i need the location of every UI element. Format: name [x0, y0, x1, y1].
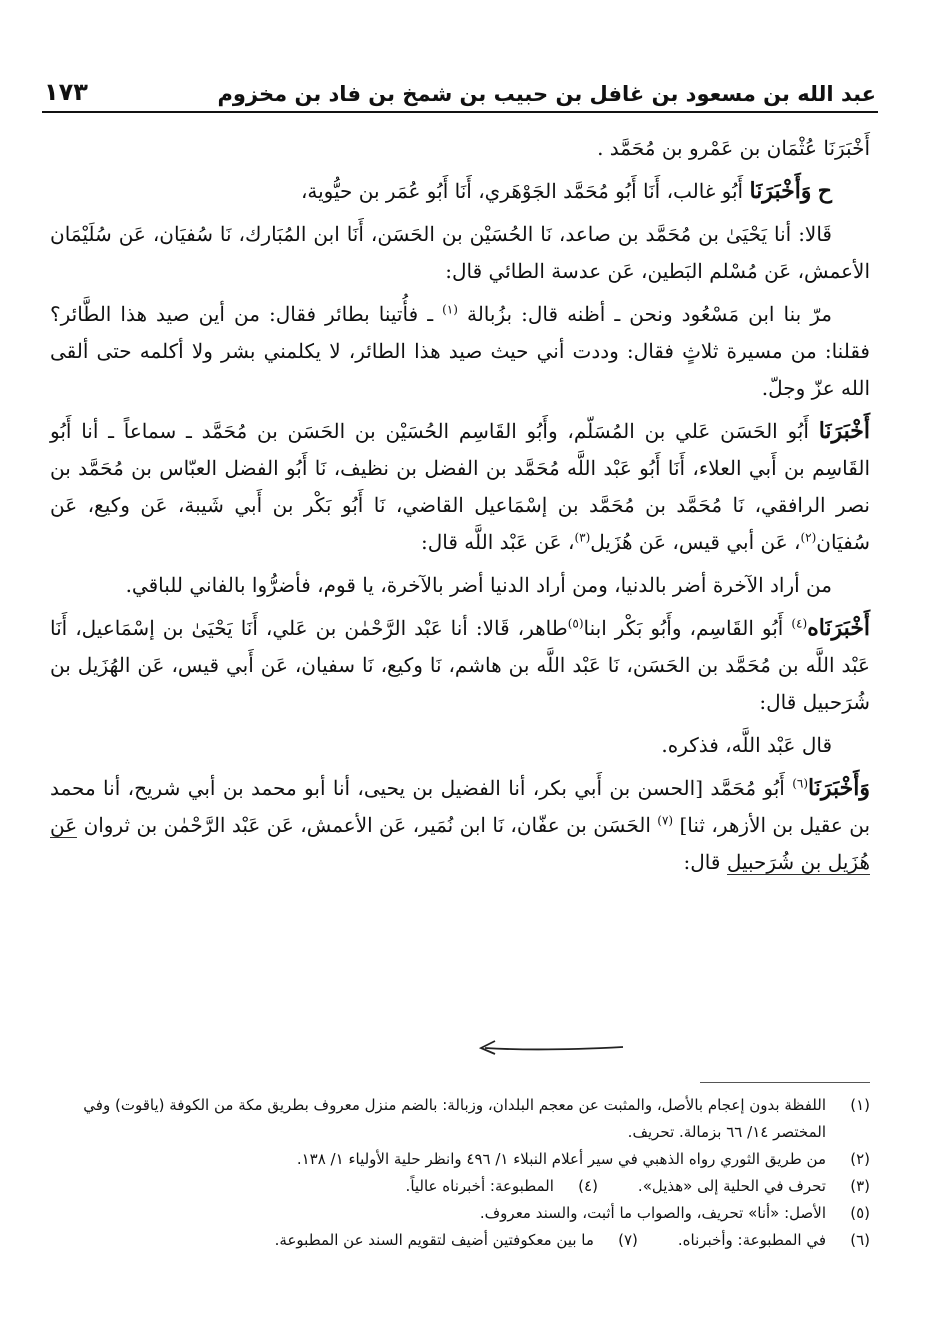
footnote-ref-5[interactable]: (٥) [567, 616, 584, 631]
paragraph-7 [50, 610, 870, 721]
paragraph-6-text: من أراد الآخرة أضر بالدنيا، ومن أراد الدنيا أضر بالآخرة، يا قوم، فأضرُّوا بالفاني للباقي. [125, 573, 832, 597]
footnote-number: (٦) [850, 1231, 870, 1249]
footnotes [60, 1092, 870, 1254]
paragraph-2-text: أَبُو غالب، أَنَا أَبُو مُحَمَّد الجَوْهَري، أَنَا أَبُو عُمَر بن حيُّوية، [300, 179, 744, 203]
footnote-text: اللفظة بدون إعجام بالأصل، والمثبت عن معجم البلدان، وزبالة: بالضم منزل معروف بطريق مكة من الكوفة (ياقوت) وفي المختصر ١٤/ ٦٦ بزمالة. تحريف. [83, 1096, 826, 1141]
footnote-2 [60, 1146, 870, 1173]
paragraph-4-text-b: ـ فأُتينا بطائر فقال: من أين صيد هذا الطَّائر؟ فقلنا: من مسيرة ثلاثٍ فقال: وددت أني حيث صيد هذا الطائر، لا يكلمني بشر ولا أكلمه حتى ألقى الله عزّ وجلّ. [50, 302, 870, 400]
paragraph-4 [50, 296, 870, 407]
paragraph-1-text: أَخْبَرَنَا عُثْمَان بن عَمْرو بن مُحَمَّد . [597, 136, 870, 160]
footnote-6 [678, 1227, 870, 1254]
footnote-number: (٤) [578, 1177, 598, 1195]
footnote-5 [60, 1200, 870, 1227]
header-rule [42, 111, 878, 113]
main-text [50, 130, 870, 887]
ha-marker: ح [817, 178, 832, 204]
footnote-text: ما بين معكوفتين أضيف لتقويم السند عن المطبوعة. [274, 1231, 594, 1249]
paragraph-1 [50, 130, 870, 167]
footnote-row-6-7 [60, 1227, 870, 1254]
paragraph-2 [50, 173, 870, 210]
footnote-ref-2[interactable]: (٢) [800, 530, 817, 545]
isnad-keyword: وَأَخْبَرَنَا [749, 178, 812, 204]
footnote-7 [275, 1227, 638, 1254]
paragraph-7-text-b: طاهر، قَالا: أنا عَبْد الرَّحْمٰن بن عَلي، أَنَا يَحْيَىٰ بن إسْمَاعيل، أَنَا عَبْد اللَّه بن مُحَمَّد بن الحَسَن، نَا عَبْد اللَّه بن هاشم، نَا وكيع، نَا سفيان، عَن أَبي قيس، عَن الهُزَيل بن شُرَحبيل قال: [50, 616, 870, 714]
paragraph-9-text-a: أَبُو مُحَمَّد [الحسن بن أَبي بكر، أنا الفضيل بن يحيى، أنا أبو محمد بن أبي شريح، أنا محمد بن عقيل بن الأزهر، ثنا] [50, 776, 871, 837]
paragraph-4-text-a: مرّ بنا ابن مَسْعُود ونحن ـ أظنه قال: بزُبالة [466, 302, 833, 326]
footnote-number: (٧) [618, 1231, 638, 1249]
footnote-number: (٢) [850, 1150, 870, 1168]
footnote-ref-3[interactable]: (٣) [574, 530, 591, 545]
footnote-number: (٣) [850, 1177, 870, 1195]
footnote-row-3-4 [60, 1173, 870, 1200]
page-number: ١٧٣ [44, 78, 88, 106]
page-header [44, 70, 876, 106]
footnote-ref-7[interactable]: (٧) [657, 813, 674, 828]
isnad-keyword: أَخْبَرَنَا [818, 418, 871, 444]
paragraph-5-text-c: ، عَن عَبْد اللَّه قال: [421, 530, 575, 554]
paragraph-9-text-c: قال: [683, 850, 721, 874]
footnote-text: المطبوعة: أخبرناه عالياً. [405, 1177, 554, 1195]
handwritten-underline: عَن هُزَيل بن شُرَحبيل [50, 813, 870, 874]
footnote-4 [406, 1173, 598, 1200]
paragraph-5-text-a: أَبُو الحَسَن عَلي بن المُسَلّم، وأَبُو القَاسِم الحُسَيْن بن الحَسَن بن مُحَمَّد ـ سماعاً ـ أنا أَبُو القَاسِم بن أَبي العلاء، أَنَا أَبُو عَبْد اللَّه مُحَمَّد بن الفضل بن نظيف، نَا أَبُو الفضل العبّاس بن مُحَمَّد بن نصر الرافقي، نَا مُحَمَّد بن مُحَمَّد بن إسْمَاعيل القاضي، نَا أَبُو بَكْر بن أَبي شَيبة، عَن وكيع، عَن سُفيَان [50, 419, 870, 554]
paragraph-7-text-a: أَبُو القَاسِم، وأَبُو بَكْر ابنا [583, 616, 784, 640]
paragraph-9 [50, 770, 870, 881]
footnote-3 [638, 1173, 870, 1200]
footnote-text: تحرف في الحلية إلى «هذيل». [637, 1177, 826, 1195]
footnote-ref-6[interactable]: (٦) [792, 776, 809, 791]
paragraph-8 [50, 727, 870, 764]
paragraph-6 [50, 567, 870, 604]
footnote-rule [700, 1082, 870, 1083]
paragraph-3-text: قَالا: أنا يَحْيَىٰ بن مُحَمَّد بن صاعد، نَا الحُسَيْن بن الحَسَن، أَنَا ابن المُبَارك، نَا سُفيَان، عَن سُلَيْمَان الأعمش، عَن مُسْلم البَطين، عَن عدسة الطائي قال: [50, 222, 870, 283]
handwritten-arrow-icon [475, 1035, 625, 1059]
paragraph-3 [50, 216, 870, 290]
isnad-keyword: أَخْبَرَنَاه [807, 615, 871, 641]
footnote-1 [60, 1092, 870, 1146]
footnote-number: (٥) [850, 1204, 870, 1222]
paragraph-5 [50, 413, 870, 561]
isnad-keyword: وَأَخْبَرَنَا [808, 775, 870, 801]
footnote-ref-4[interactable]: (٤) [791, 616, 808, 631]
paragraph-9-text-b: الحَسَن بن عفّان، نَا ابن نُمَير، عَن الأعمش، عَن عَبْد الرَّحْمٰن بن ثروان [83, 813, 651, 837]
footnote-text: الأصل: «أنا» تحريف، والصواب ما أثبت، والسند معروف. [479, 1204, 826, 1222]
footnote-number: (١) [850, 1096, 870, 1114]
footnote-ref-1[interactable]: (١) [442, 302, 458, 317]
footnote-text: من طريق الثوري رواه الذهبي في سير أعلام النبلاء ١/ ٤٩٦ وانظر حلية الأولياء ١/ ١٣٨. [296, 1150, 826, 1168]
paragraph-8-text: قال عَبْد اللَّه، فذكره. [661, 733, 832, 757]
running-title: عبد الله بن مسعود بن غافل بن حبيب بن شمخ بن فاد بن مخزوم [217, 82, 876, 106]
footnote-text: في المطبوعة: وأخبرناه. [677, 1231, 826, 1249]
paragraph-5-text-b: ، عَن أبي قيس، عَن هُزَيل [590, 530, 801, 554]
